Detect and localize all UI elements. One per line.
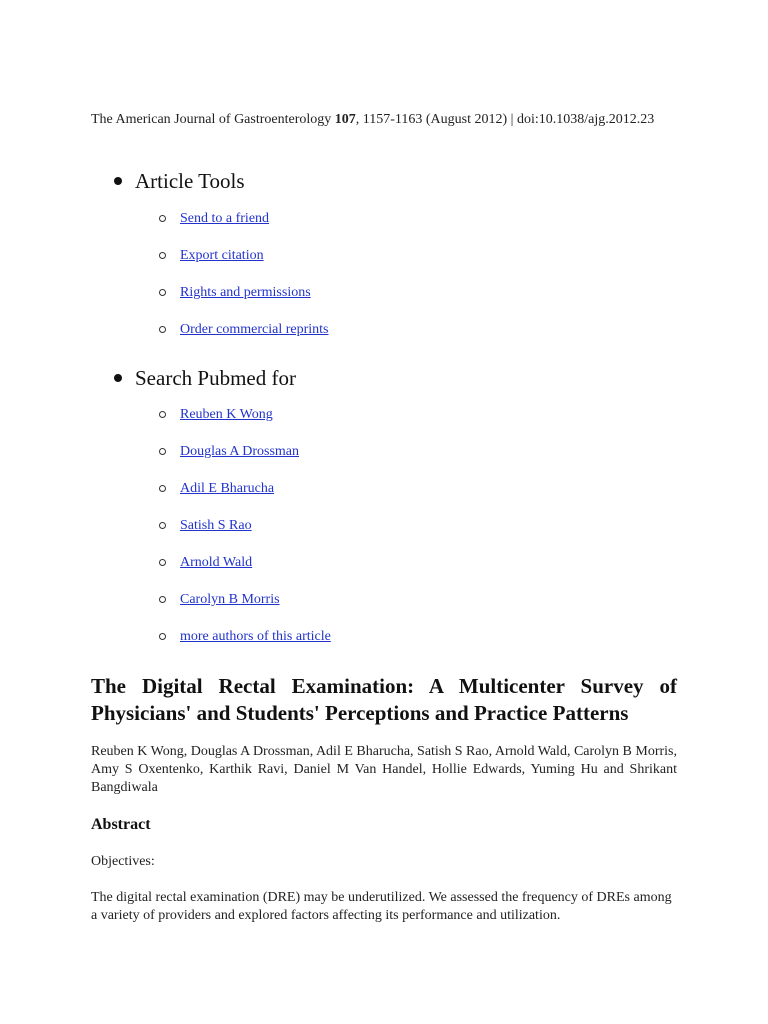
circle-bullet-icon — [159, 289, 166, 296]
list-item — [91, 591, 677, 609]
bullet-icon — [114, 374, 122, 382]
export-citation-link[interactable]: Export citation — [180, 248, 264, 263]
article-tools-heading — [91, 168, 677, 194]
list-item — [91, 554, 677, 572]
circle-bullet-icon — [159, 448, 166, 455]
list-item — [91, 321, 677, 339]
article-tools-list — [91, 210, 677, 339]
journal-citation — [91, 110, 677, 129]
circle-bullet-icon — [159, 559, 166, 566]
citation-details: , 1157-1163 (August 2012) | doi:10.1038/ajg.2012.23 — [355, 112, 655, 127]
list-item — [91, 406, 677, 424]
list-item — [91, 284, 677, 302]
circle-bullet-icon — [159, 596, 166, 603]
objectives-label: Objectives: — [91, 854, 155, 869]
circle-bullet-icon — [159, 411, 166, 418]
circle-bullet-icon — [159, 252, 166, 259]
list-item — [91, 480, 677, 498]
list-item — [91, 247, 677, 265]
search-pubmed-section — [91, 365, 677, 646]
author-link-douglas-drossman[interactable]: Douglas A Drossman — [180, 444, 299, 459]
rights-permissions-link[interactable]: Rights and permissions — [180, 285, 311, 300]
article-tools-section — [91, 168, 677, 339]
article-tools-title: Article Tools — [135, 169, 245, 193]
author-link-adil-bharucha[interactable]: Adil E Bharucha — [180, 481, 275, 496]
article-title: The Digital Rectal Examination: A Multicenter Survey of Physicians' and Students' Perceptions and Practice Patterns — [91, 674, 677, 725]
list-item — [91, 210, 677, 228]
search-pubmed-heading — [91, 365, 677, 391]
order-reprints-link[interactable]: Order commercial reprints — [180, 322, 329, 337]
abstract-heading: Abstract — [91, 816, 151, 833]
objectives-text: The digital rectal examination (DRE) may be underutilized. We assessed the frequency of DREs among a variety of providers and explored factors affecting its performance and utilization. — [91, 890, 672, 923]
circle-bullet-icon — [159, 215, 166, 222]
bullet-icon — [114, 177, 122, 185]
author-link-arnold-wald[interactable]: Arnold Wald — [180, 555, 253, 570]
list-item — [91, 517, 677, 535]
circle-bullet-icon — [159, 485, 166, 492]
list-item — [91, 628, 677, 646]
author-link-satish-rao[interactable]: Satish S Rao — [180, 518, 252, 533]
circle-bullet-icon — [159, 522, 166, 529]
article-authors: Reuben K Wong, Douglas A Drossman, Adil E Bharucha, Satish S Rao, Arnold Wald, Carolyn B Morris, Amy S Oxentenko, Karthik Ravi, Daniel M Van Handel, Hollie Edwards, Yuming Hu and Shrikant Bangdiwala — [91, 744, 677, 795]
search-pubmed-title: Search Pubmed for — [135, 366, 296, 390]
search-pubmed-list — [91, 406, 677, 646]
author-link-carolyn-morris[interactable]: Carolyn B Morris — [180, 592, 280, 607]
journal-volume: 107 — [334, 112, 356, 127]
send-to-friend-link[interactable]: Send to a friend — [180, 211, 270, 226]
list-item — [91, 443, 677, 461]
author-link-reuben-wong[interactable]: Reuben K Wong — [180, 407, 273, 422]
journal-name: The American Journal of Gastroenterology — [91, 112, 332, 127]
circle-bullet-icon — [159, 633, 166, 640]
more-authors-link[interactable]: more authors of this article — [180, 629, 331, 644]
circle-bullet-icon — [159, 326, 166, 333]
